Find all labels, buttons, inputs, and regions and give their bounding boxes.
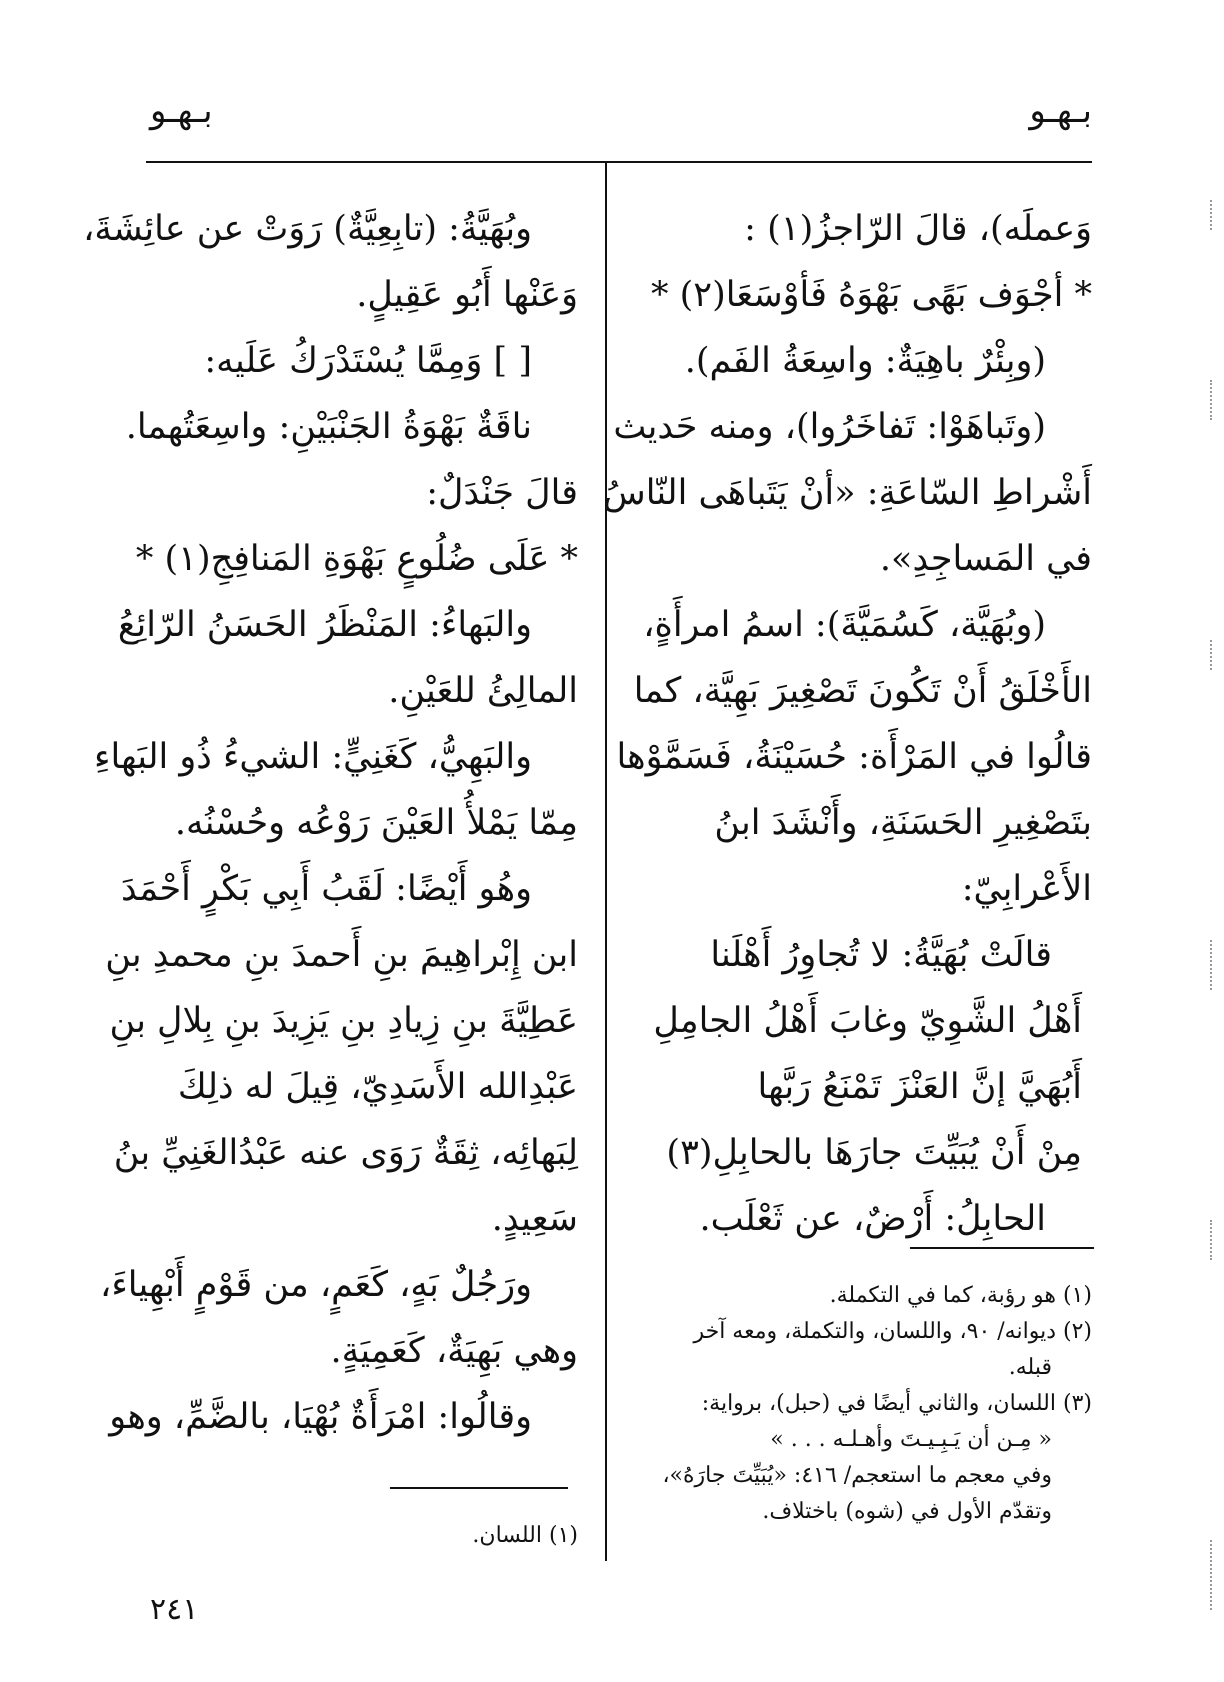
margin-mark (1210, 940, 1214, 990)
footnote-rule-right (910, 1247, 1094, 1249)
text-line: وَعملَه)، قالَ الرّاجزُ(١) : (744, 209, 1092, 249)
verse-line: قالَتْ بُهَيَّةُ: لا تُجاوِرُ أَهْلَنا (710, 935, 1052, 975)
text-line: وهي بَهِيَةٌ، كَعَمِيَةٍ. (330, 1331, 578, 1371)
text-line: وَعَنْها أَبُو عَقِيلٍ. (356, 275, 578, 315)
text-line: لِبَهائِه، ثِقَةٌ رَوَى عنه عَبْدُالغَنِيِّ بنُ (113, 1133, 578, 1173)
text-line: والبَهاءُ: المَنْظَرُ الحَسَنُ الرّائِعُ (117, 605, 532, 645)
verse-line: أَهْلُ الشَّوِيّ وغابَ أَهْلُ الجامِلِ (653, 1001, 1082, 1041)
text-line: (وتَباهَوْا: تَفاخَرُوا)، ومنه حَديث (613, 407, 1046, 447)
margin-mark (1210, 200, 1214, 230)
margin-mark (1210, 1540, 1214, 1610)
text-line: عَبْدِالله الأَسَدِيّ، قِيلَ له ذلِكَ (177, 1067, 578, 1107)
verse-line: مِنْ أَنْ يُبَيِّتَ جارَهَا بالحابِلِ(٣) (666, 1133, 1082, 1173)
footnote-continuation: وتقدّم الأول في (شوه) باختلاف. (762, 1499, 1052, 1524)
text-line: سَعِيدٍ. (491, 1199, 578, 1239)
running-head-right: بـهـو (1029, 91, 1092, 131)
footnote: (١) هو رؤبة، كما في التكملة. (829, 1283, 1092, 1308)
text-line: الأَخْلَقُ أَنْ تَكُونَ تَصْغِيرَ بَهِيَّة، كما (633, 671, 1092, 711)
footnote: (٢) ديوانه/ ٩٠، واللسان، والتكملة، ومعه آخر (693, 1319, 1092, 1344)
footnotes-right (652, 1278, 1092, 1530)
text-line: أَشْراطِ السّاعَةِ: «أنْ يَتَباهَى النّاسُ (602, 473, 1092, 513)
text-line: والبَهِيُّ، كَغَنِيٍّ: الشيءُ ذُو البَهاءِ (94, 737, 532, 777)
footnotes-left (146, 1518, 578, 1554)
text-line: (وبِئْرٌ باهِيَةٌ: واسِعَةُ الفَم). (684, 341, 1046, 381)
right-column (602, 196, 1092, 1252)
column-divider (605, 161, 607, 1561)
text-line: (وبُهَيَّة، كَسُمَيَّةَ): اسمُ امرأَةٍ، (643, 605, 1046, 645)
footnote-continuation: وفي معجم ما استعجم/ ٤١٦: «يُبَيِّتَ جارَهُ»، (662, 1463, 1052, 1488)
verse-line: * عَلَى ضُلُوعٍ بَهْوَةِ المَنافِجِ(١) * (135, 539, 578, 579)
text-line: وقالُوا: امْرَأَةٌ بُهْيَا، بالضَّمِّ، وهو (109, 1397, 532, 1437)
footnote-continuation: « مِـن أن يَـبِـيـتَ وأهـلـه . . . » (770, 1427, 1052, 1452)
text-line: [ ] وَمِمَّا يُسْتَدْرَكُ عَلَيه: (204, 341, 532, 381)
text-line: الحابِلُ: أَرْضٌ، عن ثَعْلَب. (699, 1199, 1046, 1239)
running-head-left: بـهـو (150, 91, 213, 131)
margin-mark (1210, 380, 1214, 420)
text-line: قالَ جَنْدَلٌ: (426, 473, 578, 513)
text-line: مِمّا يَمْلأُ العَيْنَ رَوْعُه وحُسْنُه. (174, 803, 578, 843)
footnote: (٣) اللسان، والثاني أيضًا في (حبل)، برواية: (701, 1391, 1092, 1416)
text-line: قالُوا في المَرْأَة: حُسَيْنَةُ، فَسَمَّوْها (616, 737, 1092, 777)
text-line: بتَصْغِيرِ الحَسَنَةِ، وأَنْشَدَ ابنُ (714, 803, 1092, 843)
left-column (83, 196, 578, 1450)
text-line: وهُو أَيْضًا: لَقَبُ أَبِي بَكْرٍ أَحْمَدَ (120, 869, 532, 909)
margin-mark (1210, 640, 1214, 670)
verse-line: * أجْوَف بَهًى بَهْوَهُ فَأوْسَعَا(٢) * (651, 275, 1092, 315)
footnote-rule-left (390, 1487, 568, 1489)
verse-line: أَبُهَيَّ إنَّ العَنْزَ تَمْنَعُ رَبَّها (757, 1067, 1082, 1107)
text-line: ناقَةٌ بَهْوَةُ الجَنْبَيْنِ: واسِعَتُهما. (125, 407, 532, 447)
footnote-continuation: قبله. (1008, 1355, 1052, 1380)
text-line: وبُهَيَّةُ: (تابِعِيَّةٌ) رَوَتْ عن عائِشَةَ، (83, 209, 532, 249)
text-line: في المَساجِدِ». (879, 539, 1092, 579)
text-line: المالِئُ للعَيْنِ. (388, 671, 578, 711)
text-line: عَطِيَّةَ بنِ زِيادِ بنِ يَزِيدَ بنِ بِلالِ بنِ (109, 1001, 578, 1041)
margin-mark (1210, 1220, 1214, 1260)
text-line: الأَعْرابِيّ: (961, 869, 1092, 909)
text-line: ورَجُلٌ بَهٍ، كَعَمٍ، من قَوْمٍ أَبْهِياءَ، (100, 1265, 532, 1305)
text-line: ابن إِبْراهِيمَ بنِ أَحمدَ بنِ محمدِ بنِ (105, 935, 578, 975)
page-number: ٢٤١ (150, 1592, 199, 1627)
footnote: (١) اللسان. (472, 1523, 578, 1548)
header-rule (146, 161, 1092, 163)
